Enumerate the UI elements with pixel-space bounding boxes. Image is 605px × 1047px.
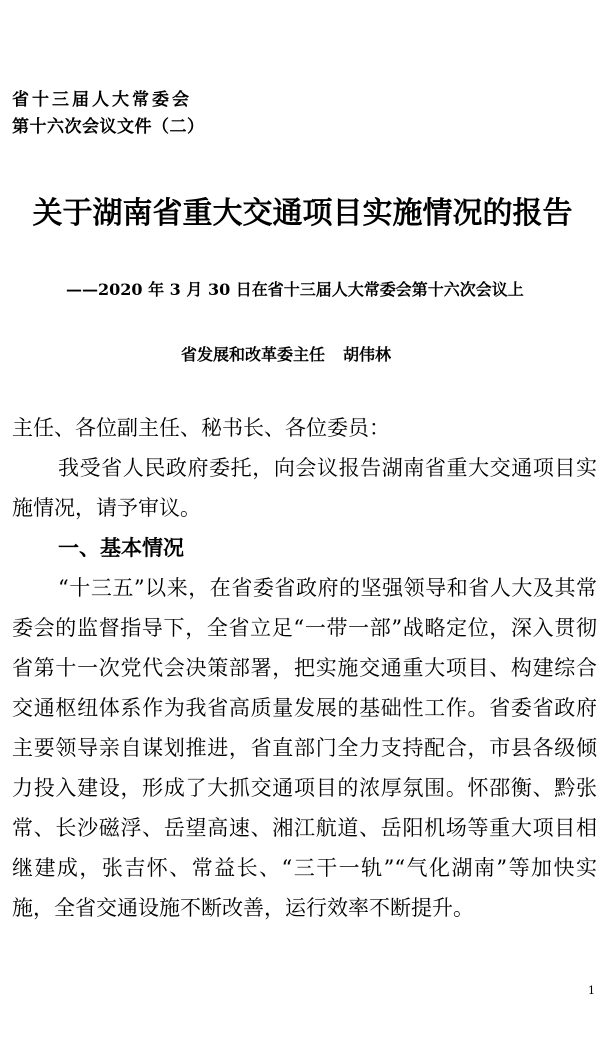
salutation: 主任、各位副主任、秘书长、各位委员： [12, 416, 390, 440]
author-line [181, 344, 391, 366]
document-issuer-header: 省十三届人大常委会 [12, 90, 192, 110]
section-heading: 一、基本情况 [58, 536, 184, 560]
report-title: 关于湖南省重大交通项目实施情况的报告 [32, 196, 573, 231]
author-name: 胡伟林 [343, 345, 392, 364]
author-position: 省发展和改革委主任 [181, 345, 326, 364]
document-number-header: 第十六次会议文件（二） [12, 117, 205, 137]
section-paragraph: “十三五”以来，在省委省政府的坚强领导和省人大及其常委会的监督指导下，全省立足“一带一部”战略定位，深入贯彻省第十一次党代会决策部署，把实施交通重大项目、构建综合交通枢纽体系作为我省高质量发展的基础性工作。省委省政府主要领导亲自谋划推进，省直部门全力支持配合，市县各级倾力投入建设，形成了大抓交通项目的浓厚氛围。怀邵衡、黔张常、长沙磁浮、岳望高速、湘江航道、岳阳机场等重大项目相继建成，张吉怀、常益长、“三干一轨”“气化湖南”等加快实施，全省交通设施不断改善，运行效率不断提升。 [12, 576, 597, 920]
report-subtitle: ——2020 年 3 月 30 日在省十三届人大常委会第十六次会议上 [66, 280, 524, 299]
page-number: 1 [588, 984, 595, 997]
intro-paragraph: 我受省人民政府委托，向会议报告湖南省重大交通项目实施情况，请予审议。 [12, 456, 597, 520]
